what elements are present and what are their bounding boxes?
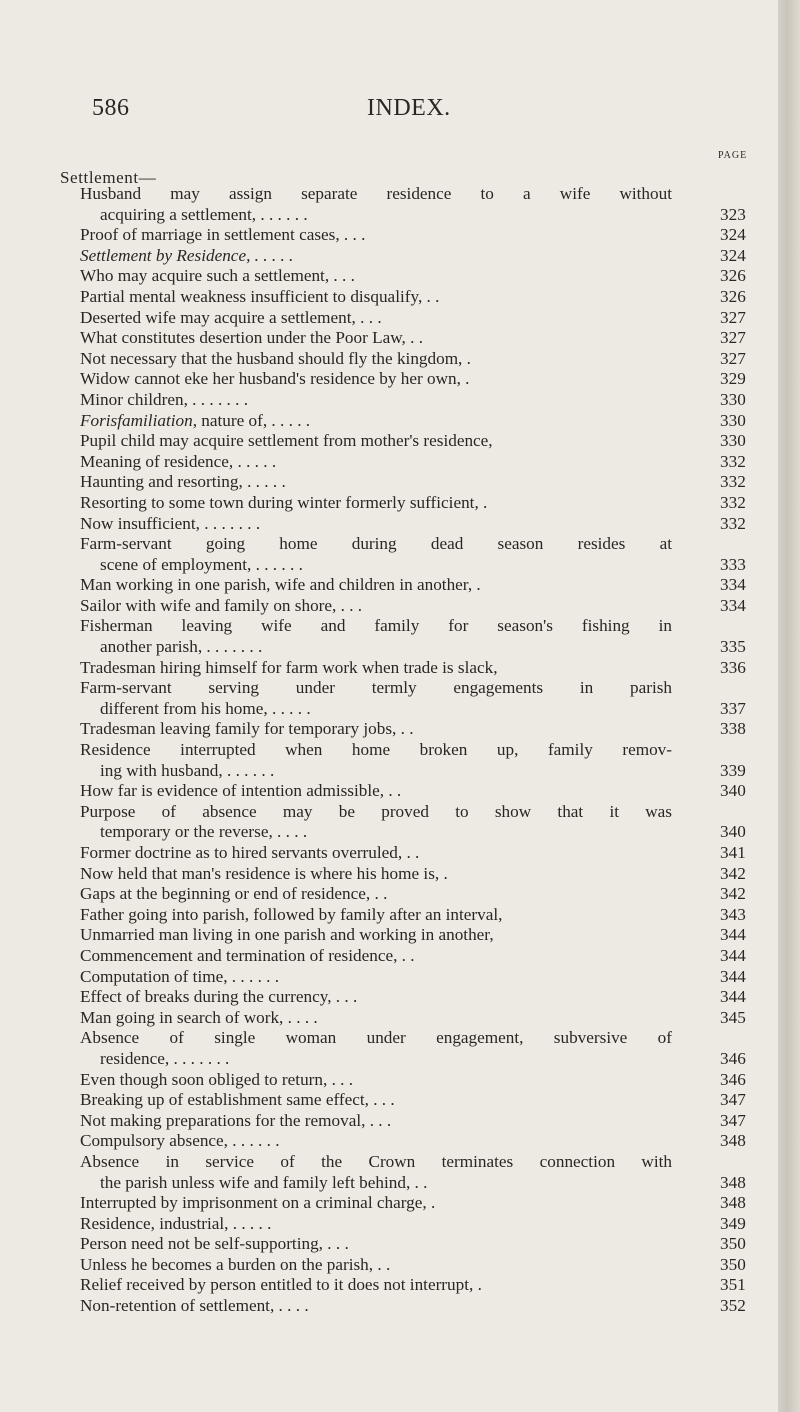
entry-text: Tradesman leaving family for temporary jobs, . . (80, 719, 414, 739)
entry-text: Absence of single woman under engagement, subversive of (80, 1028, 672, 1048)
entry-text: Gaps at the beginning or end of residence, . . (80, 884, 388, 904)
entry-page-number: 344 (720, 945, 746, 965)
entry-page-number: 324 (720, 225, 746, 245)
entry-text: Partial mental weakness insufficient to disqualify, . . (80, 286, 440, 306)
entry-text: Former doctrine as to hired servants overruled, . . (80, 843, 420, 862)
entry-page-number: 327 (720, 348, 746, 368)
entry-text: Forisfamiliation, nature of, . . . . . (80, 410, 311, 430)
entry-page-number: 352 (720, 1296, 746, 1316)
entry-page-number: 339 (720, 760, 746, 780)
index-entry-line (0, 781, 800, 802)
page-title: INDEX. (367, 95, 451, 121)
index-entry-line (0, 761, 800, 782)
entry-page-number: 348 (720, 1131, 746, 1151)
entry-text: Pupil child may acquire settlement from mother's residence, (80, 431, 493, 451)
entry-text: Absence in service of the Crown terminates connection with (80, 1151, 672, 1171)
index-entry-line (0, 864, 800, 885)
entry-text: Unless he becomes a burden on the parish, . . (80, 1254, 391, 1274)
entry-page-number: 340 (720, 822, 746, 842)
index-entry-line (0, 1152, 800, 1173)
entry-page-number: 347 (720, 1110, 746, 1130)
index-entry-line (0, 308, 800, 329)
entry-text: Minor children, . . . . . . . (80, 389, 249, 409)
index-entry-line (0, 1090, 800, 1111)
entry-page-number: 335 (720, 637, 746, 657)
entry-text: Who may acquire such a settlement, . . . (80, 266, 355, 286)
running-head (92, 95, 652, 125)
entry-page-number: 333 (720, 554, 746, 574)
index-entry-line (0, 616, 800, 637)
entry-page-number: 344 (720, 966, 746, 986)
entry-page-number: 324 (720, 245, 746, 265)
entry-page-number: 340 (720, 781, 746, 801)
entry-page-number: 337 (720, 698, 746, 718)
entry-page-number: 348 (720, 1193, 746, 1213)
entry-text: Farm-servant serving under termly engagements in parish (80, 678, 672, 698)
entry-text: Effect of breaks during the currency, . . . (80, 987, 358, 1007)
entry-text: Non-retention of settlement, . . . . (80, 1296, 309, 1316)
index-entry-line (0, 534, 800, 555)
entry-text: another parish, . . . . . . . (100, 637, 263, 657)
index-entry-line (0, 822, 800, 843)
entry-page-number: 330 (720, 431, 746, 451)
index-entry-line (0, 575, 800, 596)
entry-text: Farm-servant going home during dead season resides at (80, 534, 672, 554)
entry-text: Person need not be self-supporting, . . . (80, 1234, 349, 1254)
index-entry-line (0, 1111, 800, 1132)
entry-text: Now insufficient, . . . . . . . (80, 513, 261, 533)
entry-text: Relief received by person entitled to it does not interrupt, . (80, 1275, 482, 1295)
index-entry-line (0, 802, 800, 823)
index-entry-line (0, 205, 800, 226)
entry-page-number: 327 (720, 328, 746, 348)
entry-text: Residence interrupted when home broken up, family remov- (80, 740, 672, 760)
index-entry-line (0, 925, 800, 946)
entry-page-number: 330 (720, 410, 746, 430)
index-entry-line (0, 493, 800, 514)
entry-page-number: 332 (720, 513, 746, 533)
entry-text: Purpose of absence may be proved to show that it was (80, 801, 672, 821)
entry-text: Interrupted by imprisonment on a criminal charge, . (80, 1193, 436, 1213)
entry-text: Fisherman leaving wife and family for season's fishing in (80, 616, 672, 636)
index-entry-line (0, 740, 800, 761)
entry-text: What constitutes desertion under the Poor Law, . . (80, 328, 424, 348)
index-entry-line (0, 287, 800, 308)
index-entry-line (0, 719, 800, 740)
index-entry-line (0, 328, 800, 349)
entry-text: Haunting and resorting, . . . . . (80, 472, 286, 492)
entry-text: temporary or the reverse, . . . . (100, 822, 308, 842)
index-entry-line (0, 225, 800, 246)
entry-page-number: 334 (720, 595, 746, 615)
entry-page-number: 344 (720, 987, 746, 1007)
entry-page-number: 343 (720, 904, 746, 924)
index-entry-line (0, 184, 800, 205)
index-entry-line (0, 431, 800, 452)
entry-text: Residence, industrial, . . . . . (80, 1213, 272, 1233)
index-entry-line (0, 369, 800, 390)
index-entry-line (0, 967, 800, 988)
index-entry-line (0, 596, 800, 617)
index-entry-line (0, 1193, 800, 1214)
entry-page-number: 326 (720, 286, 746, 306)
entry-text: ing with husband, . . . . . . (100, 760, 275, 780)
index-entry-line (0, 678, 800, 699)
index-entry-line (0, 1275, 800, 1296)
entry-page-number: 348 (720, 1172, 746, 1192)
index-entry-line (0, 514, 800, 535)
entry-text: residence, . . . . . . . (100, 1048, 230, 1068)
entry-text: Computation of time, . . . . . . (80, 966, 280, 986)
entry-text: Man going in search of work, . . . . (80, 1007, 318, 1027)
entry-page-number: 336 (720, 657, 746, 677)
entry-page-number: 326 (720, 266, 746, 286)
entry-text: Commencement and termination of residence, . . (80, 945, 415, 965)
index-entry-line (0, 946, 800, 967)
index-entry-line (0, 452, 800, 473)
index-entries (0, 184, 800, 1317)
entry-page-number: 329 (720, 369, 746, 389)
entry-text: How far is evidence of intention admissible, . . (80, 781, 402, 801)
page-number: 586 (92, 95, 130, 121)
entry-text: Resorting to some town during winter formerly sufficient, . (80, 492, 488, 512)
entry-page-number: 346 (720, 1069, 746, 1089)
index-entry-line (0, 1049, 800, 1070)
entry-page-number: 342 (720, 884, 746, 904)
index-entry-line (0, 1296, 800, 1317)
entry-page-number: 332 (720, 451, 746, 471)
index-entry-line (0, 843, 800, 864)
index-entry-line (0, 246, 800, 267)
entry-page-number: 347 (720, 1090, 746, 1110)
entry-text: Meaning of residence, . . . . . (80, 451, 277, 471)
entry-page-number: 332 (720, 492, 746, 512)
index-entry-line (0, 658, 800, 679)
entry-page-number: 332 (720, 472, 746, 492)
entry-page-number: 330 (720, 389, 746, 409)
entry-page-number: 349 (720, 1213, 746, 1233)
index-entry-line (0, 1255, 800, 1276)
index-entry-line (0, 1070, 800, 1091)
entry-text: Now held that man's residence is where his home is, . (80, 863, 448, 883)
entry-text: Husband may assign separate residence to a wife without (80, 184, 672, 203)
index-entry-line (0, 905, 800, 926)
entry-text: Father going into parish, followed by family after an interval, (80, 904, 503, 924)
entry-text: Compulsory absence, . . . . . . (80, 1131, 280, 1151)
entry-text: acquiring a settlement, . . . . . . (100, 204, 308, 224)
entry-text: Sailor with wife and family on shore, . . . (80, 595, 363, 615)
entry-page-number: 345 (720, 1007, 746, 1027)
entry-page-number: 344 (720, 925, 746, 945)
index-entry-line (0, 411, 800, 432)
entry-page-number: 351 (720, 1275, 746, 1295)
entry-page-number: 350 (720, 1234, 746, 1254)
entry-text: Breaking up of establishment same effect, . . . (80, 1090, 395, 1110)
entry-text: Tradesman hiring himself for farm work when trade is slack, (80, 657, 498, 677)
index-entry-line (0, 699, 800, 720)
entry-page-number: 334 (720, 575, 746, 595)
index-entry-line (0, 637, 800, 658)
entry-page-number: 341 (720, 843, 746, 862)
entry-text: Widow cannot eke her husband's residence by her own, . (80, 369, 470, 389)
index-entry-line (0, 1131, 800, 1152)
entry-text: the parish unless wife and family left behind, . . (100, 1172, 428, 1192)
entry-page-number: 327 (720, 307, 746, 327)
index-entry-line (0, 472, 800, 493)
index-entry-line (0, 1028, 800, 1049)
index-entry-line (0, 884, 800, 905)
entry-page-number: 346 (720, 1048, 746, 1068)
index-entry-line (0, 349, 800, 370)
section-heading: Settlement— (60, 168, 157, 187)
entry-page-number: 350 (720, 1254, 746, 1274)
index-entry-line (0, 1234, 800, 1255)
entry-text: different from his home, . . . . . (100, 698, 311, 718)
entry-text: Settlement by Residence, . . . . . (80, 245, 294, 265)
index-entry-line (0, 987, 800, 1008)
index-entry-line (0, 1173, 800, 1194)
entry-text: Proof of marriage in settlement cases, . . . (80, 225, 366, 245)
page-edge (778, 0, 800, 1412)
entry-text: Not making preparations for the removal, . . . (80, 1110, 392, 1130)
index-entry-line (0, 1214, 800, 1235)
entry-text: Man working in one parish, wife and children in another, . (80, 575, 481, 595)
entry-text: Deserted wife may acquire a settlement, . . . (80, 307, 382, 327)
entry-text: Not necessary that the husband should fly the kingdom, . (80, 348, 471, 368)
entry-text: Unmarried man living in one parish and working in another, (80, 925, 494, 945)
entry-page-number: 323 (720, 204, 746, 224)
index-entry-line (0, 555, 800, 576)
index-entry-line (0, 390, 800, 411)
index-entry-line (0, 266, 800, 287)
page-column-label: PAGE (718, 150, 748, 161)
entry-text: scene of employment, . . . . . . (100, 554, 303, 574)
entry-page-number: 338 (720, 719, 746, 739)
entry-text: Even though soon obliged to return, . . . (80, 1069, 354, 1089)
entry-page-number: 342 (720, 863, 746, 883)
index-entry-line (0, 1008, 800, 1029)
